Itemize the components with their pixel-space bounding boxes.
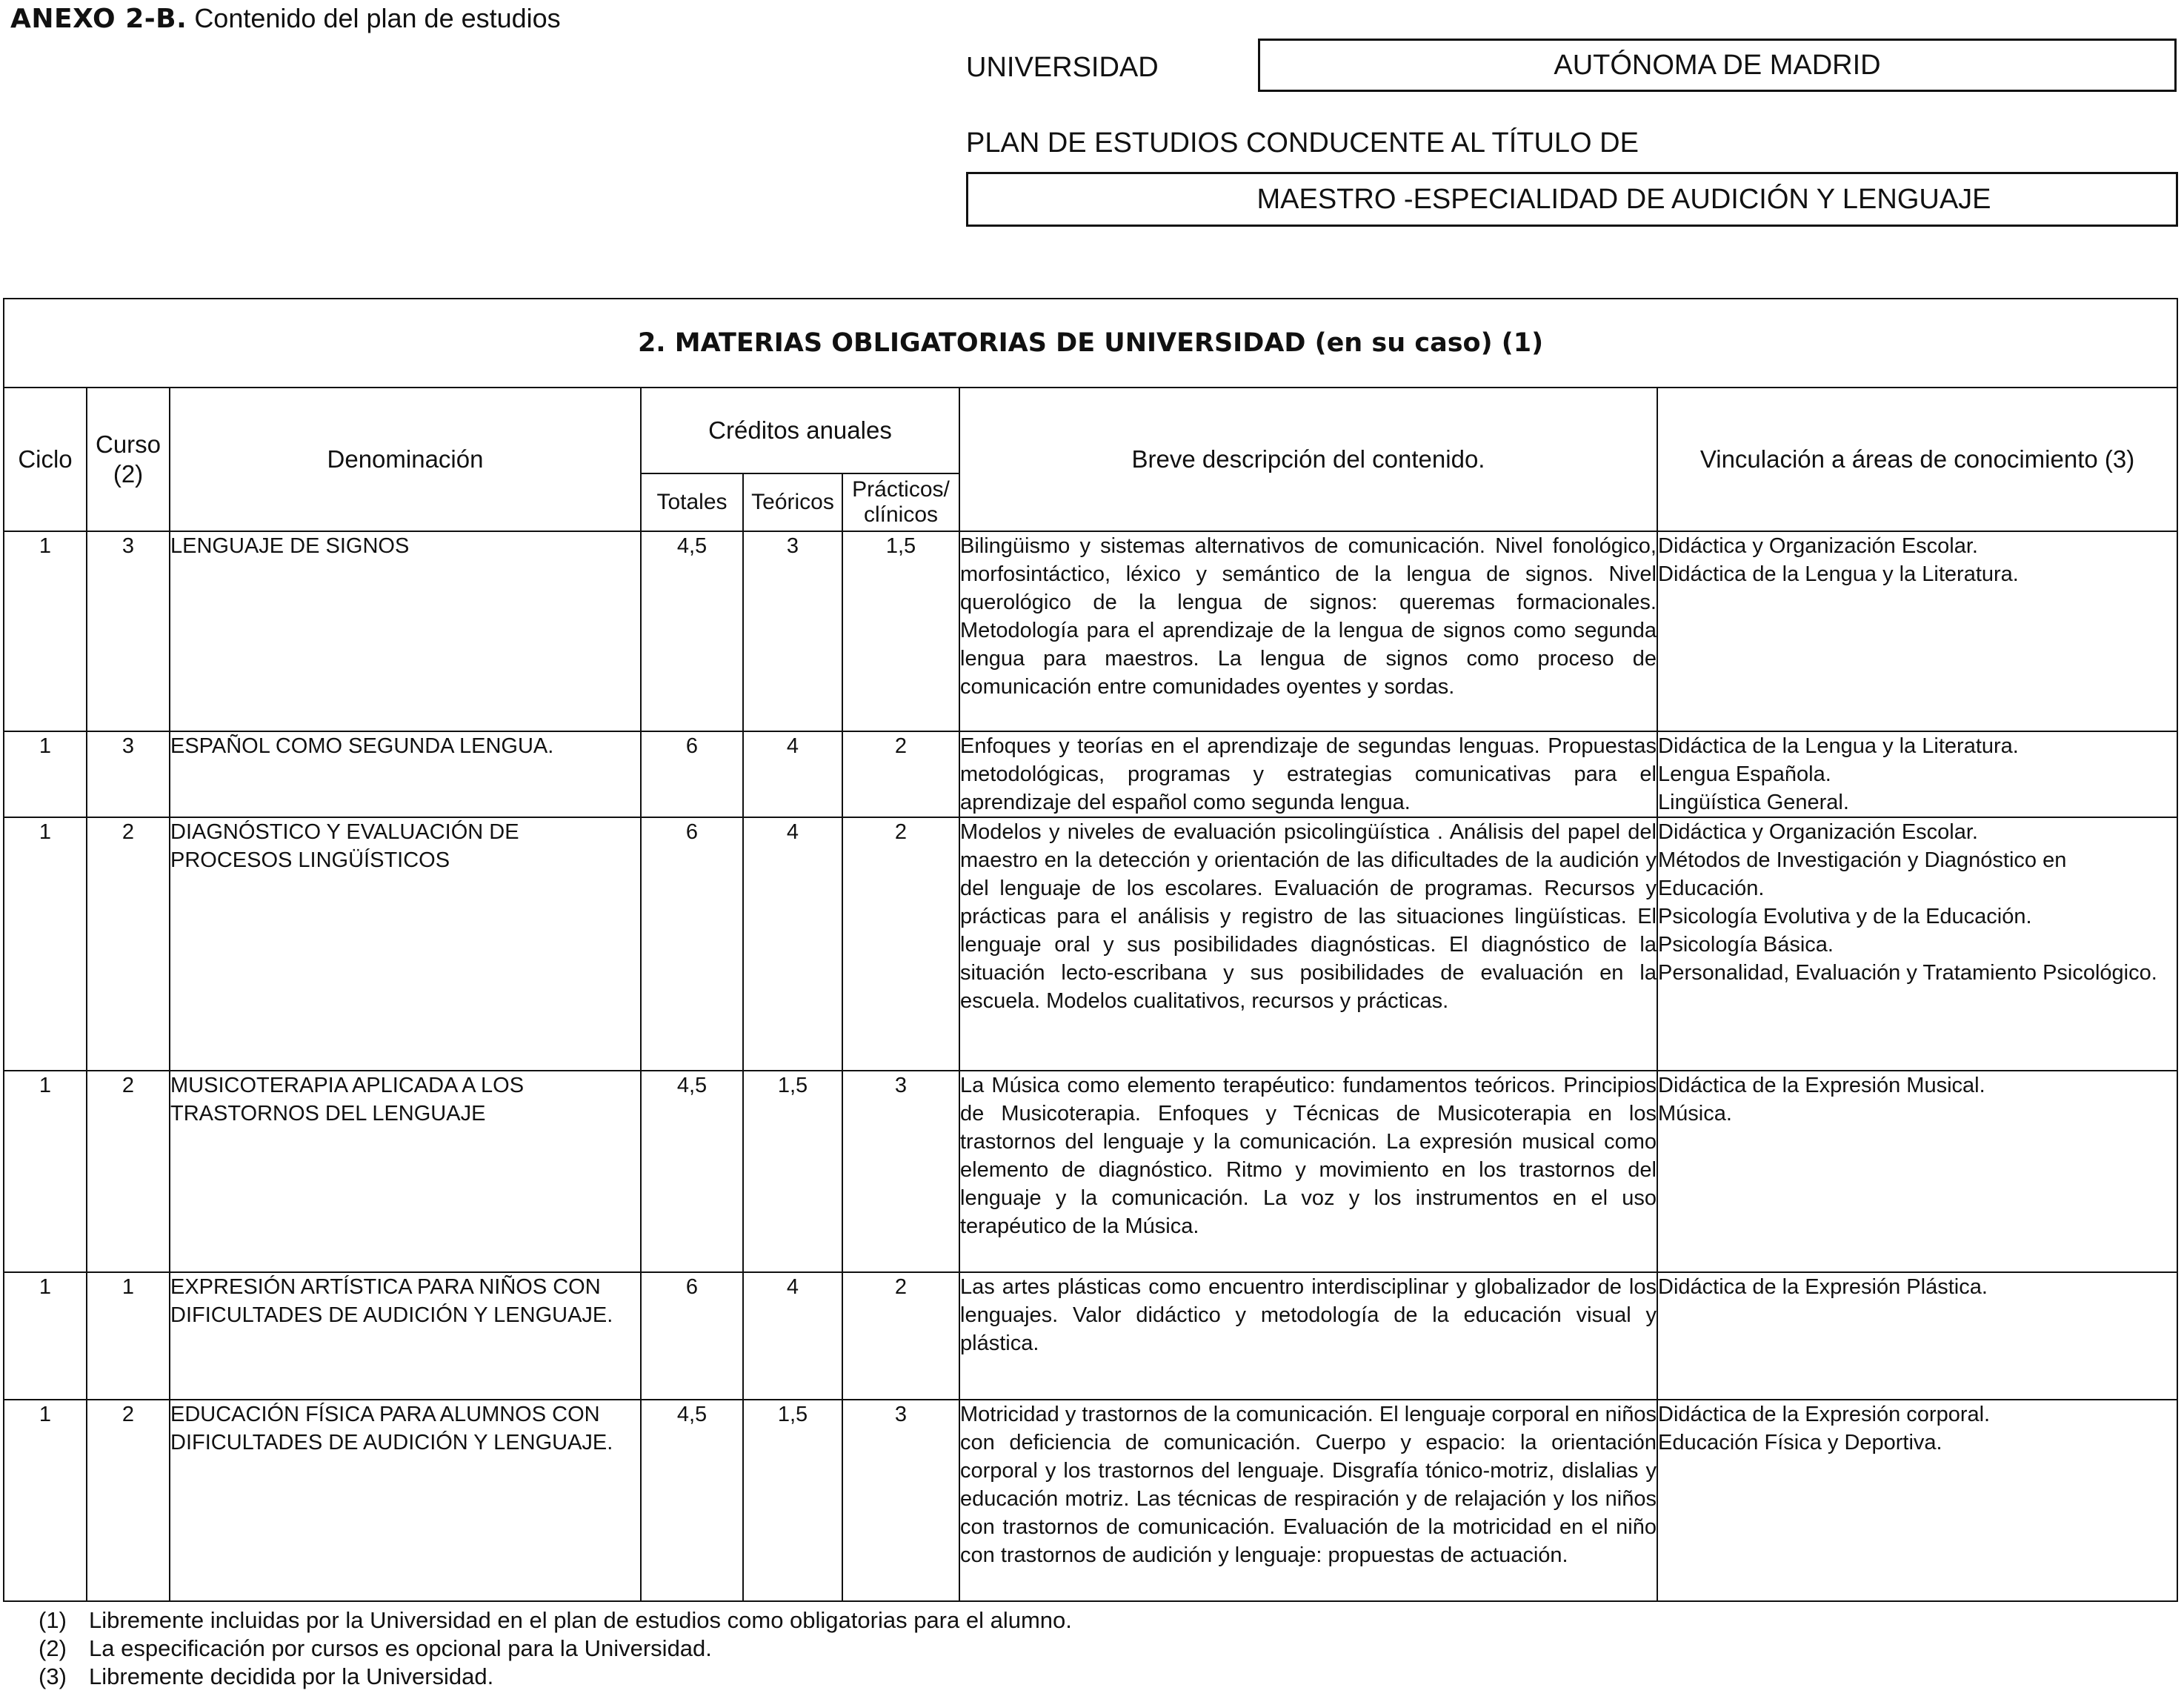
university-box (1258, 39, 2177, 92)
cell-curso: 2 (87, 1071, 170, 1272)
cell-curso: 1 (87, 1272, 170, 1400)
col-ciclo: Ciclo (4, 388, 87, 531)
col-practicos: Prácticos/ clínicos (842, 473, 959, 531)
footnote-text: Libremente decidida por la Universidad. (89, 1663, 494, 1689)
table-row (4, 1071, 2177, 1272)
cell-totales: 6 (641, 817, 743, 1071)
col-curso: Curso (2) (87, 388, 170, 531)
cell-practicos: 2 (842, 1272, 959, 1400)
col-descripcion: Breve descripción del contenido. (959, 388, 1657, 531)
cell-ciclo: 1 (4, 1071, 87, 1272)
col-teoricos: Teóricos (743, 473, 842, 531)
cell-practicos: 1,5 (842, 531, 959, 731)
annex-label: ANEXO 2-B. (10, 4, 187, 34)
area-item: Lingüística General. (1658, 791, 1849, 814)
cell-areas (1657, 817, 2177, 1071)
cell-denominacion: DIAGNÓSTICO Y EVALUACIÓN DE PROCESOS LINGÜÍSTICOS (170, 817, 641, 1071)
cell-teoricos: 3 (743, 531, 842, 731)
cell-denominacion: ESPAÑOL COMO SEGUNDA LENGUA. (170, 731, 641, 817)
annex-subtitle: Contenido del plan de estudios (194, 3, 561, 33)
cell-ciclo: 1 (4, 531, 87, 731)
cell-descripcion: Bilingüismo y sistemas alternativos de comunicación. Nivel fonológico, morfosintáctico, léxico y semántico de la lengua de signos. Nivel querológico de la lengua de signos: queremas formacionales. Metodología para el aprendizaje de la lengua de signos como segunda lengua para maestros. La lengua de signos como proceso de comunicación entre comunidades oyentes y sordas. (959, 531, 1657, 731)
table-row (4, 531, 2177, 731)
area-item: Psicología Evolutiva y de la Educación. (1658, 905, 2032, 928)
footnotes (39, 1606, 1072, 1691)
cell-descripcion: Enfoques y teorías en el aprendizaje de segundas lenguas. Propuestas metodológicas, programas y estrategias comunicativas para el aprendizaje del español como segunda lengua. (959, 731, 1657, 817)
table-row (4, 817, 2177, 1071)
degree-value: MAESTRO -ESPECIALIDAD DE AUDICIÓN Y LENGUAJE (1256, 183, 1991, 215)
degree-label: PLAN DE ESTUDIOS CONDUCENTE AL TÍTULO DE (966, 127, 1639, 159)
cell-totales: 4,5 (641, 531, 743, 731)
cell-totales: 6 (641, 731, 743, 817)
col-creditos: Créditos anuales (641, 388, 959, 473)
area-item: Didáctica de la Lengua y la Literatura. (1658, 562, 2019, 586)
footnote-number: (3) (39, 1663, 67, 1689)
cell-descripcion: Modelos y niveles de evaluación psicolingüística . Análisis del papel del maestro en la detección y orientación de las dificultades de la audición y del lenguaje de los escolares. Evaluación de programas. Recursos y prácticas para el análisis y registro de las situaciones lingüísticas. El lenguaje oral y sus posibilidades diagnósticas. El diagnóstico de la situación lecto-escribana y sus posibilidades de evaluación en la escuela. Modelos cualitativos, recursos y prácticas. (959, 817, 1657, 1071)
footnote-number: (1) (39, 1607, 67, 1633)
cell-totales: 6 (641, 1272, 743, 1400)
cell-practicos: 3 (842, 1400, 959, 1601)
cell-ciclo: 1 (4, 817, 87, 1071)
area-item: Personalidad, Evaluación y Tratamiento Psicológico. (1658, 961, 2157, 985)
footnote-number: (2) (39, 1635, 67, 1661)
col-totales: Totales (641, 473, 743, 531)
footnote (39, 1663, 1072, 1691)
cell-curso: 2 (87, 817, 170, 1071)
cell-curso: 2 (87, 1400, 170, 1601)
cell-teoricos: 4 (743, 731, 842, 817)
cell-totales: 4,5 (641, 1071, 743, 1272)
col-denominacion: Denominación (170, 388, 641, 531)
cell-areas (1657, 1400, 2177, 1601)
cell-practicos: 2 (842, 731, 959, 817)
area-item: Educación Física y Deportiva. (1658, 1431, 1942, 1454)
col-vinculacion: Vinculación a áreas de conocimiento (3) (1657, 388, 2177, 531)
university-label: UNIVERSIDAD (966, 52, 1159, 83)
table-title: 2. MATERIAS OBLIGATORIAS DE UNIVERSIDAD (en su caso) (1) (4, 299, 2177, 388)
table-row (4, 1272, 2177, 1400)
cell-denominacion: EDUCACIÓN FÍSICA PARA ALUMNOS CON DIFICULTADES DE AUDICIÓN Y LENGUAJE. (170, 1400, 641, 1601)
cell-areas (1657, 531, 2177, 731)
cell-areas (1657, 1071, 2177, 1272)
area-item: Didáctica de la Expresión Musical. (1658, 1074, 1985, 1097)
cell-denominacion: EXPRESIÓN ARTÍSTICA PARA NIÑOS CON DIFICULTADES DE AUDICIÓN Y LENGUAJE. (170, 1272, 641, 1400)
area-item: Música. (1658, 1102, 1732, 1126)
cell-curso: 3 (87, 531, 170, 731)
annex-heading (10, 3, 561, 34)
cell-teoricos: 4 (743, 1272, 842, 1400)
cell-denominacion: LENGUAJE DE SIGNOS (170, 531, 641, 731)
cell-descripcion: La Música como elemento terapéutico: fundamentos teóricos. Principios de Musicoterapia. Enfoques y Técnicas de Musicoterapia en los trastornos del lenguaje y la comunicación. La expresión musical como elemento de diagnóstico. Ritmo y movimiento en los trastornos del lenguaje y la comunicación. La voz y los instrumentos en el uso terapéutico de la Música. (959, 1071, 1657, 1272)
cell-areas (1657, 731, 2177, 817)
subjects-table (3, 298, 2178, 1602)
cell-ciclo: 1 (4, 1400, 87, 1601)
cell-descripcion: Motricidad y trastornos de la comunicación. El lenguaje corporal en niños con deficiencia de comunicación. Cuerpo y espacio: la orientación corporal y los trastornos del lenguaje. Disgrafía tónico-motriz, dislalias y educación motriz. Las técnicas de respiración y de relajación y los niños con trastornos de comunicación. Evaluación de la motricidad en el niño con trastornos de audición y lenguaje: propuestas de actuación. (959, 1400, 1657, 1601)
footnote (39, 1635, 1072, 1663)
cell-teoricos: 1,5 (743, 1071, 842, 1272)
degree-box (966, 172, 2178, 227)
cell-teoricos: 1,5 (743, 1400, 842, 1601)
area-item: Lengua Española. (1658, 762, 1831, 786)
footnote (39, 1606, 1072, 1635)
cell-curso: 3 (87, 731, 170, 817)
table-row (4, 1400, 2177, 1601)
footnote-text: La especificación por cursos es opcional para la Universidad. (89, 1635, 712, 1661)
cell-areas (1657, 1272, 2177, 1400)
area-item: Didáctica de la Expresión Plástica. (1658, 1275, 1988, 1299)
table-row (4, 731, 2177, 817)
cell-practicos: 2 (842, 817, 959, 1071)
area-item: Psicología Básica. (1658, 933, 1834, 957)
cell-ciclo: 1 (4, 731, 87, 817)
area-item: Didáctica de la Expresión corporal. (1658, 1403, 1991, 1426)
cell-totales: 4,5 (641, 1400, 743, 1601)
footnote-text: Libremente incluidas por la Universidad en el plan de estudios como obligatorias para el alumno. (89, 1607, 1072, 1633)
area-item: Métodos de Investigación y Diagnóstico en Educación. (1658, 848, 2067, 900)
cell-ciclo: 1 (4, 1272, 87, 1400)
cell-descripcion: Las artes plásticas como encuentro interdisciplinar y globalizador de los lenguajes. Valor didáctico y metodología de la educación visual y plástica. (959, 1272, 1657, 1400)
university-value: AUTÓNOMA DE MADRID (1554, 49, 1881, 81)
cell-teoricos: 4 (743, 817, 842, 1071)
cell-denominacion: MUSICOTERAPIA APLICADA A LOS TRASTORNOS DEL LENGUAJE (170, 1071, 641, 1272)
cell-practicos: 3 (842, 1071, 959, 1272)
area-item: Didáctica y Organización Escolar. (1658, 820, 1978, 844)
area-item: Didáctica de la Lengua y la Literatura. (1658, 734, 2019, 758)
area-item: Didáctica y Organización Escolar. (1658, 534, 1978, 558)
